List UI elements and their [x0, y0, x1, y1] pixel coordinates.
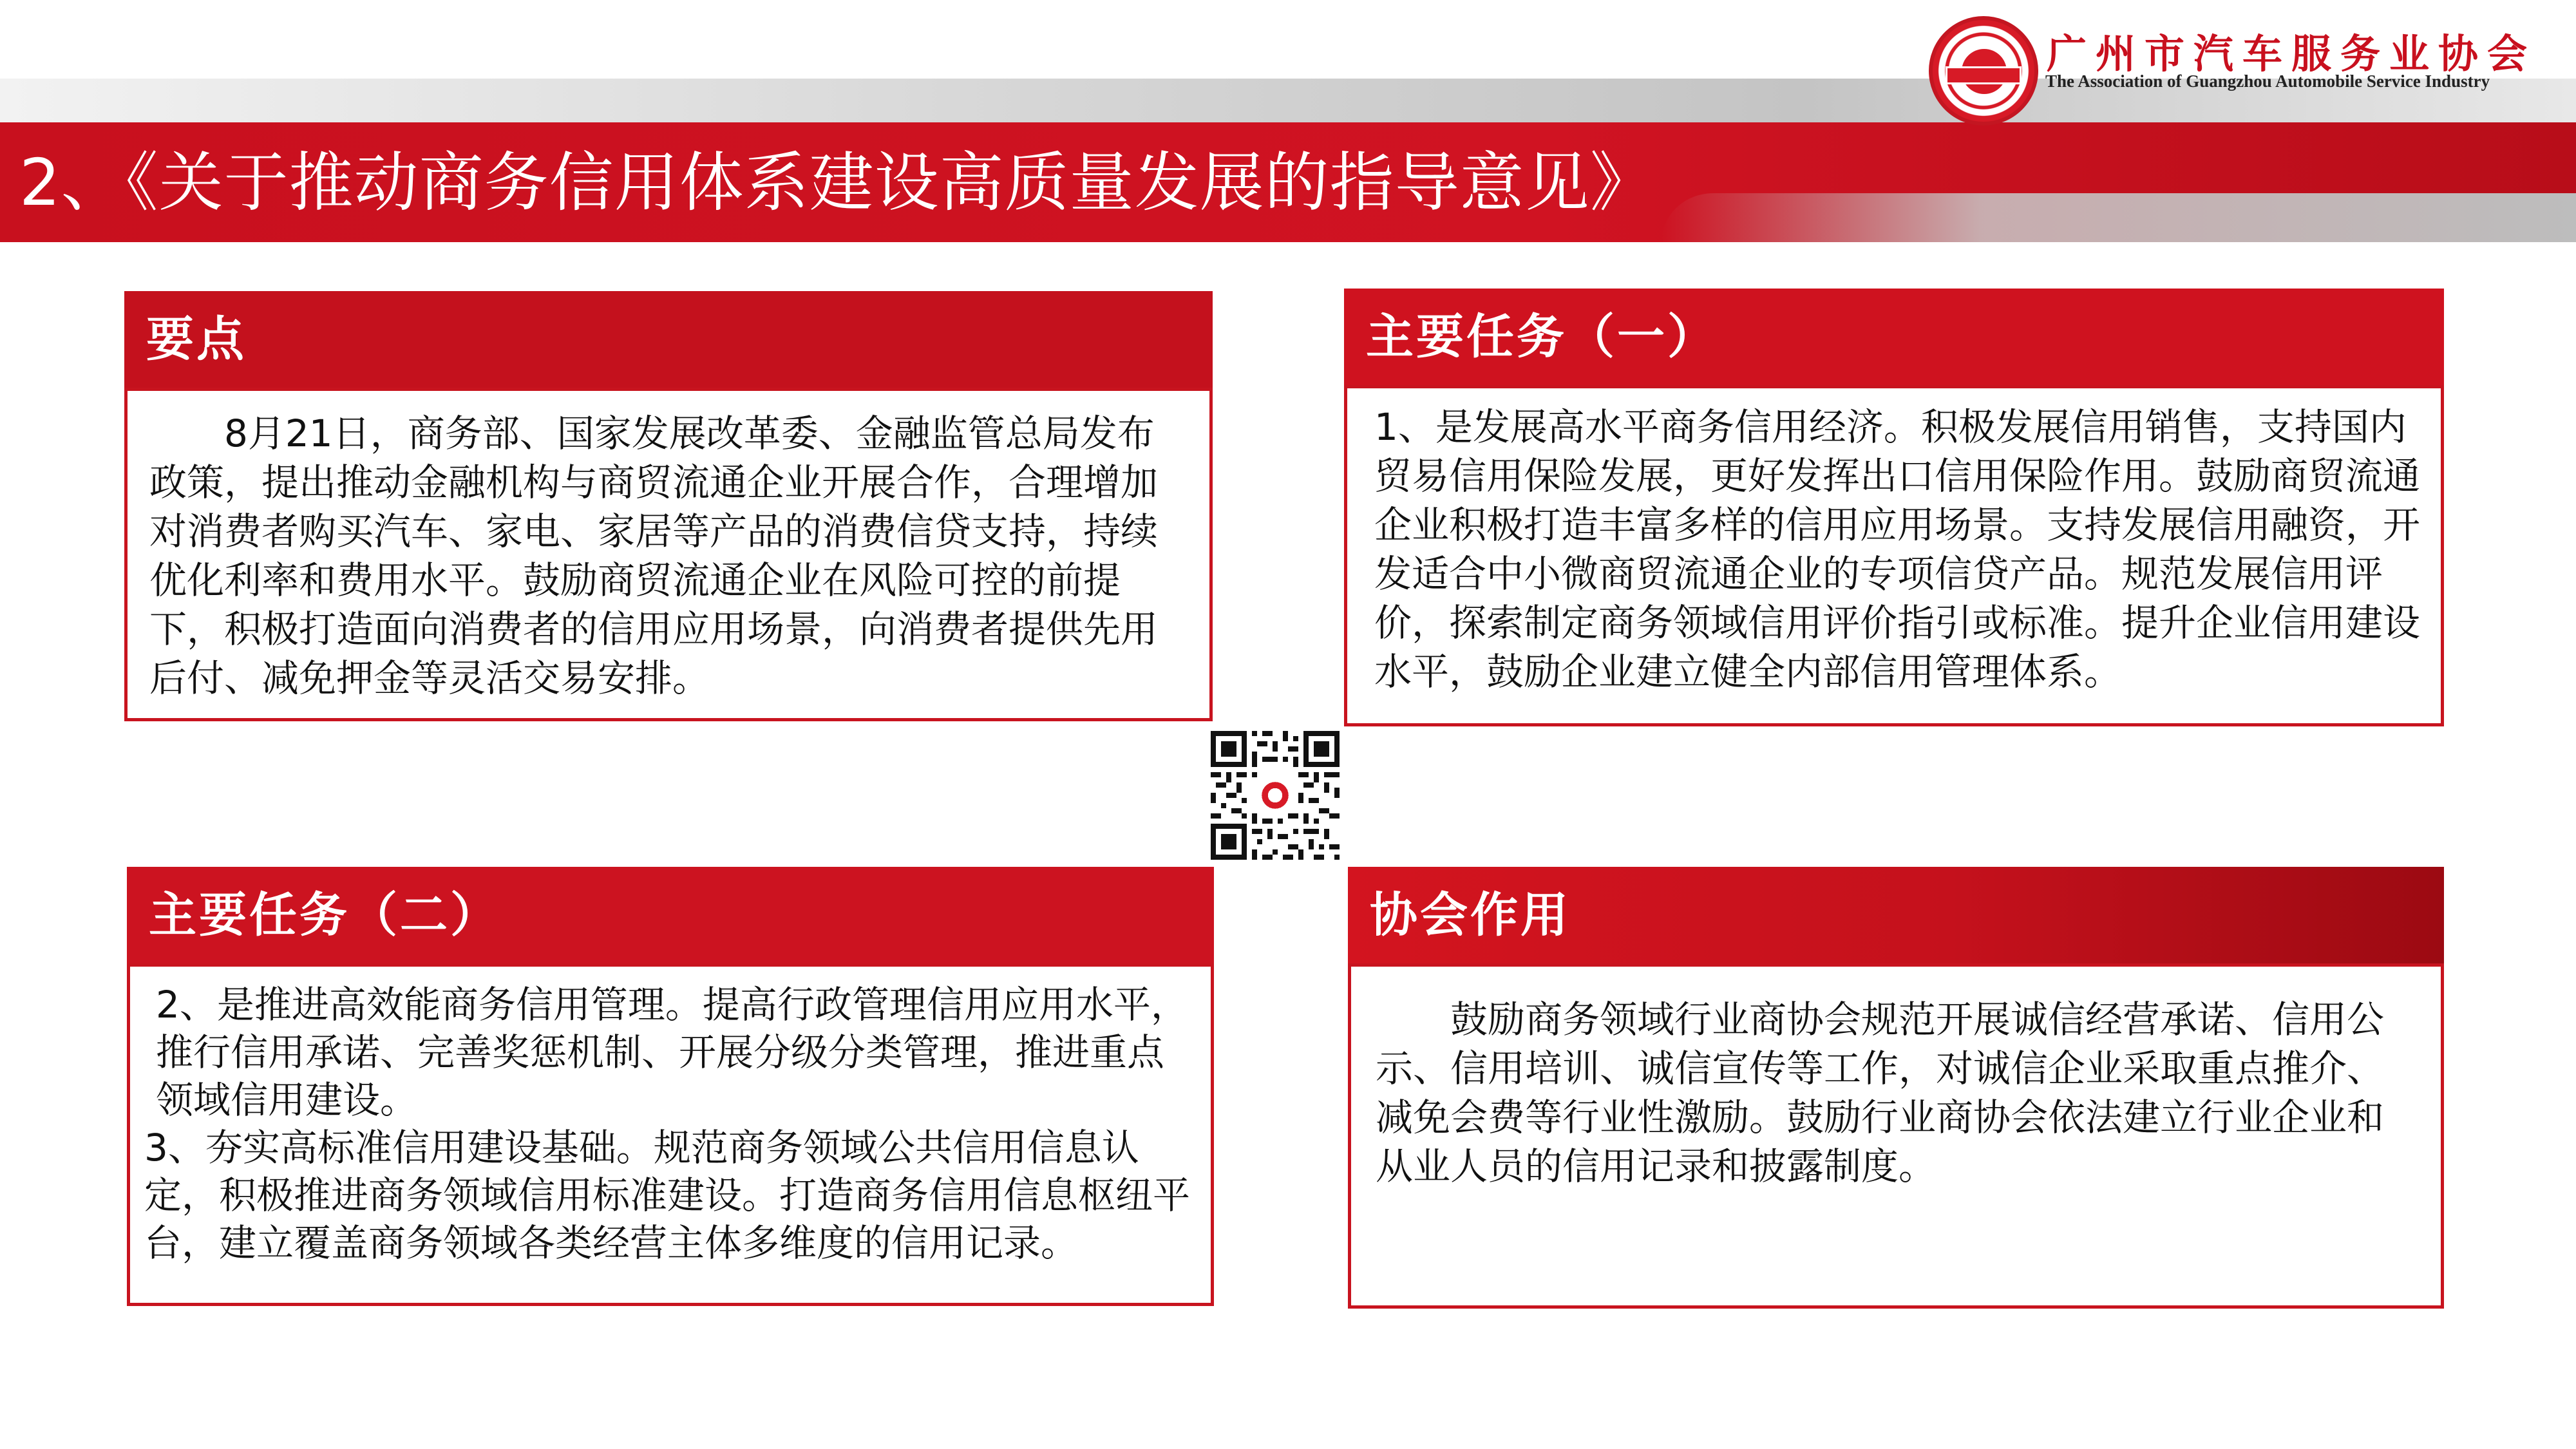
- main-tasks-one-body: [1344, 385, 2444, 726]
- association-name-cn: 广州市汽车服务业协会: [2047, 30, 2537, 77]
- key-points-paragraph: 8月21日，商务部、国家发展改革委、金融监管总局发布政策，提出推动金融机构与商贸流通企业开展合作，合理增加对消费者购买汽车、家电、家居等产品的消费信贷支持，持续优化利率和费用水平。鼓励商贸流通企业在风险可控的前提下，积极打造面向消费者的信用应用场景，向消费者提供先用后付、减免押金等灵活交易安排。: [149, 412, 1159, 700]
- key-points-heading: 要点: [124, 291, 1213, 388]
- association-seal-logo: [1929, 16, 2038, 126]
- main-tasks-two-paragraph: 3、夯实高标准信用建设基础。规范商务领域公共信用信息认定，积极推进商务领域信用标准建设。打造商务信用信息枢纽平台，建立覆盖商务领域各类经营主体多维度的信用记录。: [144, 1126, 1191, 1265]
- slide-title: 2、《关于推动商务信用体系建设高质量发展的指导意见》: [19, 145, 1655, 220]
- association-role-paragraph: 鼓励商务领域行业商协会规范开展诚信经营承诺、信用公示、信用培训、诚信宣传等工作，对诚信企业采取重点推介、减免会费等行业性激励。鼓励行业商协会依法建立行业企业和从业人员的信用记录和披露制度。: [1376, 998, 2385, 1188]
- main-tasks-one-panel: [1344, 289, 2444, 726]
- main-tasks-two-body: [127, 963, 1214, 1306]
- main-tasks-two-panel: [127, 867, 1214, 1306]
- main-tasks-two-heading: 主要任务（二）: [127, 867, 1214, 963]
- association-name-en: The Association of Guangzhou Automobile Service Industry: [2045, 71, 2490, 91]
- seal-band: [1946, 66, 2022, 84]
- title-bar-gray-fade: [1662, 193, 2576, 242]
- association-role-heading: 协会作用: [1348, 867, 2444, 963]
- association-role-body: [1348, 963, 2444, 1309]
- association-role-panel: [1348, 867, 2444, 1309]
- qr-code-graphic: [1211, 731, 1340, 860]
- main-tasks-one-heading: 主要任务（一）: [1344, 289, 2444, 385]
- key-points-panel: [124, 291, 1213, 721]
- main-tasks-two-paragraph: 2、是推进高效能商务信用管理。提高行政管理信用应用水平，推行信用承诺、完善奖惩机制、开展分级分类管理，推进重点领域信用建设。: [156, 983, 1188, 1122]
- qr-code-icon: [1211, 731, 1340, 860]
- key-points-body: [124, 388, 1213, 721]
- main-tasks-one-paragraph: 1、是发展高水平商务信用经济。积极发展信用销售，支持国内贸易信用保险发展，更好发挥出口信用保险作用。鼓励商贸流通企业积极打造丰富多样的信用应用场景。支持发展信用融资，开发适合中小微商贸流通企业的专项信贷产品。规范发展信用评价，探索制定商务领域信用评价指引或标准。提升企业信用建设水平，鼓励企业建立健全内部信用管理体系。: [1374, 405, 2421, 694]
